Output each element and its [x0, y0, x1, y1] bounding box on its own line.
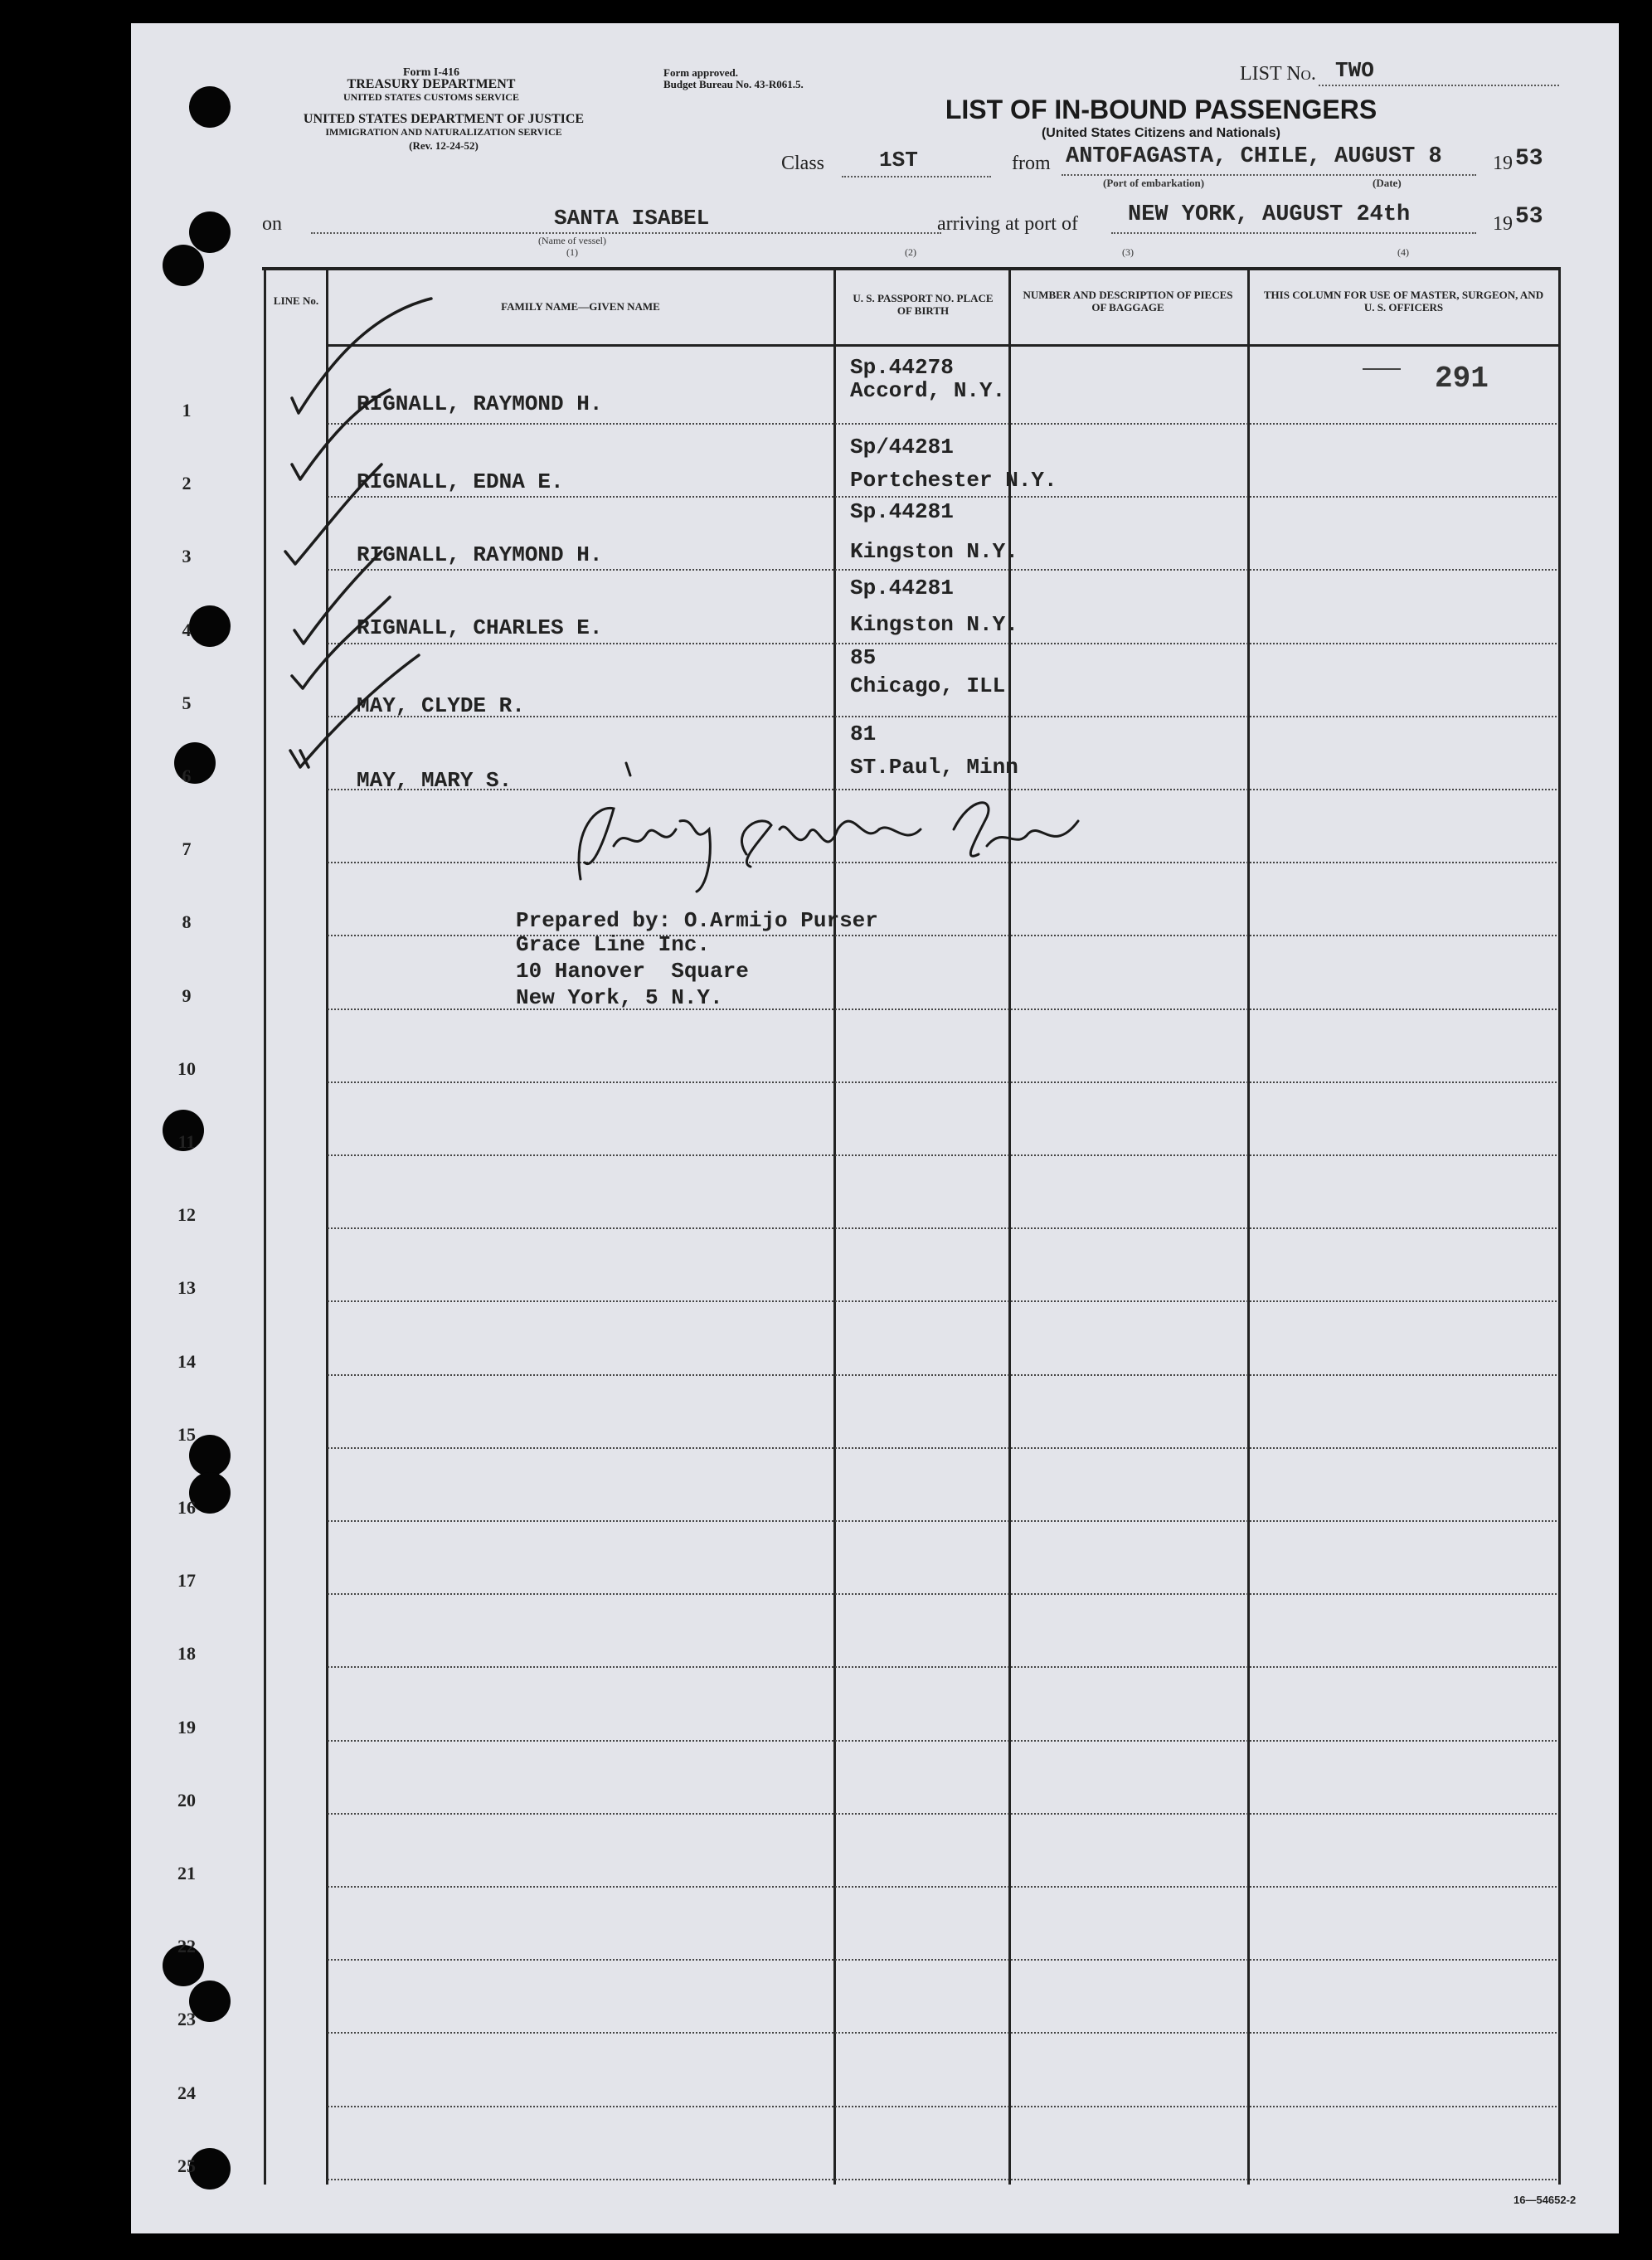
- line-number: 8: [182, 911, 192, 932]
- row-line: [328, 2106, 1557, 2107]
- year-prefix-embark: 19: [1493, 153, 1513, 174]
- list-no-dots: [1319, 85, 1559, 86]
- footer-code: 16—54652-2: [1514, 2194, 1577, 2206]
- line-number: 2: [182, 473, 192, 493]
- row-line: [328, 935, 1557, 936]
- prepared-address: 10 Hanover Square: [516, 959, 749, 984]
- row-line: [328, 1593, 1557, 1595]
- line-number: 25: [177, 2156, 196, 2176]
- year-prefix-arrival: 19: [1493, 213, 1513, 235]
- prepared-company: Grace Line Inc.: [516, 932, 711, 957]
- row-line: [328, 1300, 1557, 1302]
- table-header-bottom: [326, 344, 1560, 347]
- row6-birthplace: ST.Paul, Minn: [850, 755, 1018, 780]
- year-embark: 53: [1515, 146, 1543, 172]
- line-number: 18: [177, 1643, 196, 1664]
- line-number: 23: [177, 2009, 196, 2029]
- justice-dept: UNITED STATES DEPARTMENT OF JUSTICE: [303, 112, 585, 126]
- line-number: 7: [182, 838, 192, 859]
- row6-name: MAY, MARY S.: [357, 768, 513, 793]
- row5-name: MAY, CLYDE R.: [357, 693, 525, 718]
- row4-passport: Sp.44281: [850, 576, 954, 600]
- row-line: [328, 1520, 1557, 1522]
- prepared-by: Prepared by: O.Armijo Purser: [516, 908, 878, 933]
- form-number: Form I-416: [402, 66, 460, 79]
- line-number: 17: [177, 1570, 196, 1591]
- class-dots: [842, 176, 991, 177]
- colhead-name: FAMILY NAME—GIVEN NAME: [501, 300, 660, 313]
- date-caption: (Date): [1373, 177, 1402, 189]
- colhead-line-no: LINE No.: [273, 294, 319, 307]
- row5-passport: 85: [850, 645, 877, 670]
- caption-2: (2): [905, 246, 916, 258]
- caption-1: (1): [566, 246, 578, 258]
- arrival-port-date: NEW YORK, AUGUST 24th: [1128, 202, 1411, 227]
- line-number: 14: [177, 1351, 196, 1372]
- from-dots: [1062, 174, 1476, 176]
- caption-4: (4): [1397, 246, 1409, 258]
- embarkation-port-date: ANTOFAGASTA, CHILE, AUGUST 8: [1066, 144, 1442, 169]
- line-number: 19: [177, 1717, 196, 1738]
- embarkation-caption: (Port of embarkation): [1103, 177, 1205, 189]
- line-number: 20: [177, 1790, 196, 1810]
- row-line: [328, 862, 1557, 863]
- row-line: [328, 643, 1557, 644]
- line-number: 21: [177, 1863, 196, 1883]
- vessel-name: SANTA ISABEL: [554, 206, 710, 231]
- line-number: 1: [182, 400, 192, 420]
- colhead-officers: THIS COLUMN FOR USE OF MASTER, SURGEON, AND U. S. OFFICERS: [1263, 289, 1544, 313]
- row3-passport: Sp.44281: [850, 499, 954, 524]
- row2-name: RIGNALL, EDNA E.: [357, 469, 564, 494]
- binder-hole: [163, 245, 204, 286]
- line-number: 6: [182, 765, 192, 786]
- row1-passport: Sp.44278: [850, 355, 954, 380]
- arriving-label: arriving at port of: [937, 213, 1078, 235]
- row-line: [328, 1959, 1557, 1961]
- row-line: [328, 1740, 1557, 1742]
- line-number: 9: [182, 985, 192, 1006]
- vessel-dots: [311, 232, 941, 234]
- row-line: [328, 569, 1557, 571]
- row-line: [328, 423, 1557, 425]
- row-line: [328, 1886, 1557, 1888]
- class-value: 1ST: [879, 148, 918, 173]
- revision: (Rev. 12-24-52): [409, 139, 479, 152]
- col-divider-line: [326, 267, 328, 2185]
- table-top-border: [262, 267, 1561, 270]
- list-no-value: TWO: [1335, 58, 1374, 83]
- row-line: [328, 1008, 1557, 1010]
- list-no-label: LIST No.: [1240, 63, 1316, 85]
- ins-service: IMMIGRATION AND NATURALIZATION SERVICE: [325, 126, 562, 138]
- row3-birthplace: Kingston N.Y.: [850, 539, 1018, 564]
- line-number: 12: [177, 1204, 196, 1225]
- row4-name: RIGNALL, CHARLES E.: [357, 615, 603, 640]
- prepared-city: New York, 5 N.Y.: [516, 985, 723, 1010]
- row-line: [328, 496, 1557, 498]
- row-line: [328, 2032, 1557, 2034]
- line-number: 11: [177, 1131, 196, 1152]
- line-number: 3: [182, 546, 192, 566]
- row-line: [328, 1666, 1557, 1668]
- line-number: 24: [177, 2083, 196, 2103]
- binder-hole: [189, 86, 231, 128]
- row1-birthplace: Accord, N.Y.: [850, 378, 1006, 403]
- row6-passport: 81: [850, 722, 877, 746]
- col-divider-name: [833, 267, 836, 2185]
- on-label: on: [262, 213, 282, 235]
- class-label: Class: [781, 153, 825, 174]
- colhead-passport: U. S. PASSPORT NO. PLACE OF BIRTH: [853, 292, 994, 317]
- line-number: 15: [177, 1424, 196, 1445]
- page-subtitle: (United States Citizens and Nationals): [1041, 126, 1281, 140]
- table-left-border: [264, 267, 266, 2185]
- row-line: [328, 789, 1557, 790]
- binder-hole: [189, 211, 231, 253]
- year-arrival: 53: [1515, 204, 1543, 230]
- customs-service: UNITED STATES CUSTOMS SERVICE: [343, 91, 519, 103]
- line-number: 4: [182, 620, 192, 640]
- budget-bureau: Budget Bureau No. 43-R061.5.: [663, 78, 804, 90]
- officer-dash: [1363, 368, 1401, 370]
- row5-birthplace: Chicago, ILL: [850, 673, 1006, 698]
- row-line: [328, 1813, 1557, 1815]
- table-right-border: [1558, 267, 1561, 2185]
- vessel-caption: (Name of vessel): [538, 235, 606, 246]
- page-title: LIST OF IN-BOUND PASSENGERS: [945, 95, 1377, 124]
- row1-name: RIGNALL, RAYMOND H.: [357, 391, 603, 416]
- row-line: [328, 1154, 1557, 1156]
- caption-3: (3): [1122, 246, 1134, 258]
- line-number: 13: [177, 1277, 196, 1298]
- row2-birthplace: Portchester N.Y.: [850, 468, 1057, 493]
- colhead-baggage: NUMBER AND DESCRIPTION OF PIECES OF BAGGAGE: [1023, 289, 1233, 313]
- row3-name: RIGNALL, RAYMOND H.: [357, 542, 603, 567]
- col-divider-baggage: [1247, 267, 1250, 2185]
- from-label: from: [1012, 153, 1051, 174]
- row-line: [328, 1447, 1557, 1449]
- row-line: [328, 1374, 1557, 1376]
- treasury-dept: TREASURY DEPARTMENT: [347, 77, 516, 91]
- line-number: 22: [177, 1936, 196, 1956]
- row2-passport: Sp/44281: [850, 435, 954, 459]
- row-line: [328, 1081, 1557, 1083]
- line-number: 16: [177, 1497, 196, 1518]
- row-line: [328, 1227, 1557, 1229]
- row-line: [328, 2179, 1557, 2180]
- officer-mark: 291: [1435, 362, 1489, 396]
- row4-birthplace: Kingston N.Y.: [850, 612, 1018, 637]
- line-number: 5: [182, 693, 192, 713]
- form-approved: Form approved.: [663, 66, 739, 79]
- arrival-dots: [1111, 232, 1476, 234]
- line-number: 10: [177, 1058, 196, 1079]
